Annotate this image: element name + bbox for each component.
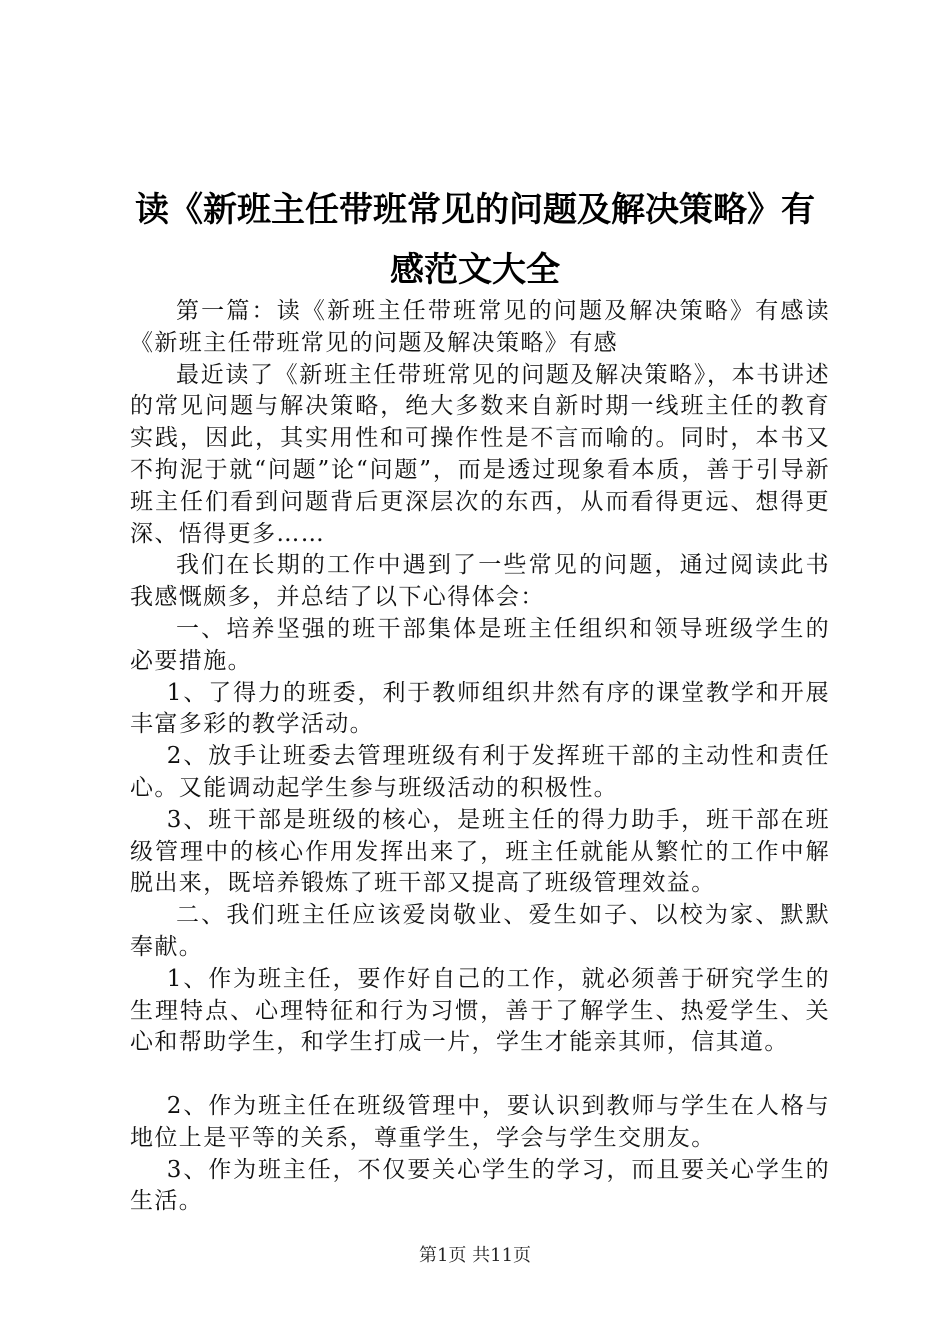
paragraph-point-two: 二、我们班主任应该爱岗敬业、爱生如子、以校为家、默默奉献。: [130, 902, 830, 960]
paragraph-point-one: 一、培养坚强的班干部集体是班主任组织和领导班级学生的必要措施。: [130, 615, 830, 674]
paragraph-point-one-item-2: 2、放手让班委去管理班级有利于发挥班干部的主动性和责任心。又能调动起学生参与班级活动的积极性。: [130, 743, 830, 801]
paragraph-intro: 最近读了《新班主任带班常见的问题及解决策略》，本书讲述的常见问题与解决策略，绝大多数来自新时期一线班主任的教育实践，因此，其实用性和可操作性是不言而喻的。同时，本书又不拘泥于就“问题”论“问题”，而是透过现象看本质，善于引导新班主任们看到问题背后更深层次的东西，从而看得更远、想得更深、悟得更多……: [130, 361, 830, 547]
document-body: [130, 296, 830, 1218]
document-title-line2: 感范文大全: [390, 250, 560, 290]
paragraph-point-one-item-3: 3、班干部是班级的核心，是班主任的得力助手，班干部在班级管理中的核心作用发挥出来了，班主任就能从繁忙的工作中解脱出来，既培养锻炼了班干部又提高了班级管理效益。: [130, 806, 830, 897]
paragraph-chapter-heading: 第一篇：读《新班主任带班常见的问题及解决策略》有感读《新班主任带班常见的问题及解决策略》有感: [130, 298, 830, 356]
paragraph-point-two-item-2: 2、作为班主任在班级管理中，要认识到教师与学生在人格与地位上是平等的关系，尊重学生，学会与学生交朋友。: [130, 1092, 830, 1151]
paragraph-point-two-item-3: 3、作为班主任，不仅要关心学生的学习，而且要关心学生的生活。: [130, 1156, 830, 1215]
paragraph-point-one-item-1: 1、了得力的班委，利于教师组织井然有序的课堂教学和开展丰富多彩的教学活动。: [130, 679, 830, 738]
paragraph-point-two-item-1: 1、作为班主任，要作好自己的工作，就必须善于研究学生的生理特点、心理特征和行为习惯，善于了解学生、热爱学生、关心和帮助学生，和学生打成一片，学生才能亲其师，信其道。: [130, 965, 830, 1056]
document-title-line1: 读《新班主任带班常见的问题及解决策略》有: [135, 190, 815, 230]
paragraph-summary: 我们在长期的工作中遇到了一些常见的问题，通过阅读此书我感慨颇多，并总结了以下心得体会：: [130, 552, 830, 611]
page-footer: 第1页 共11页: [418, 1245, 532, 1266]
